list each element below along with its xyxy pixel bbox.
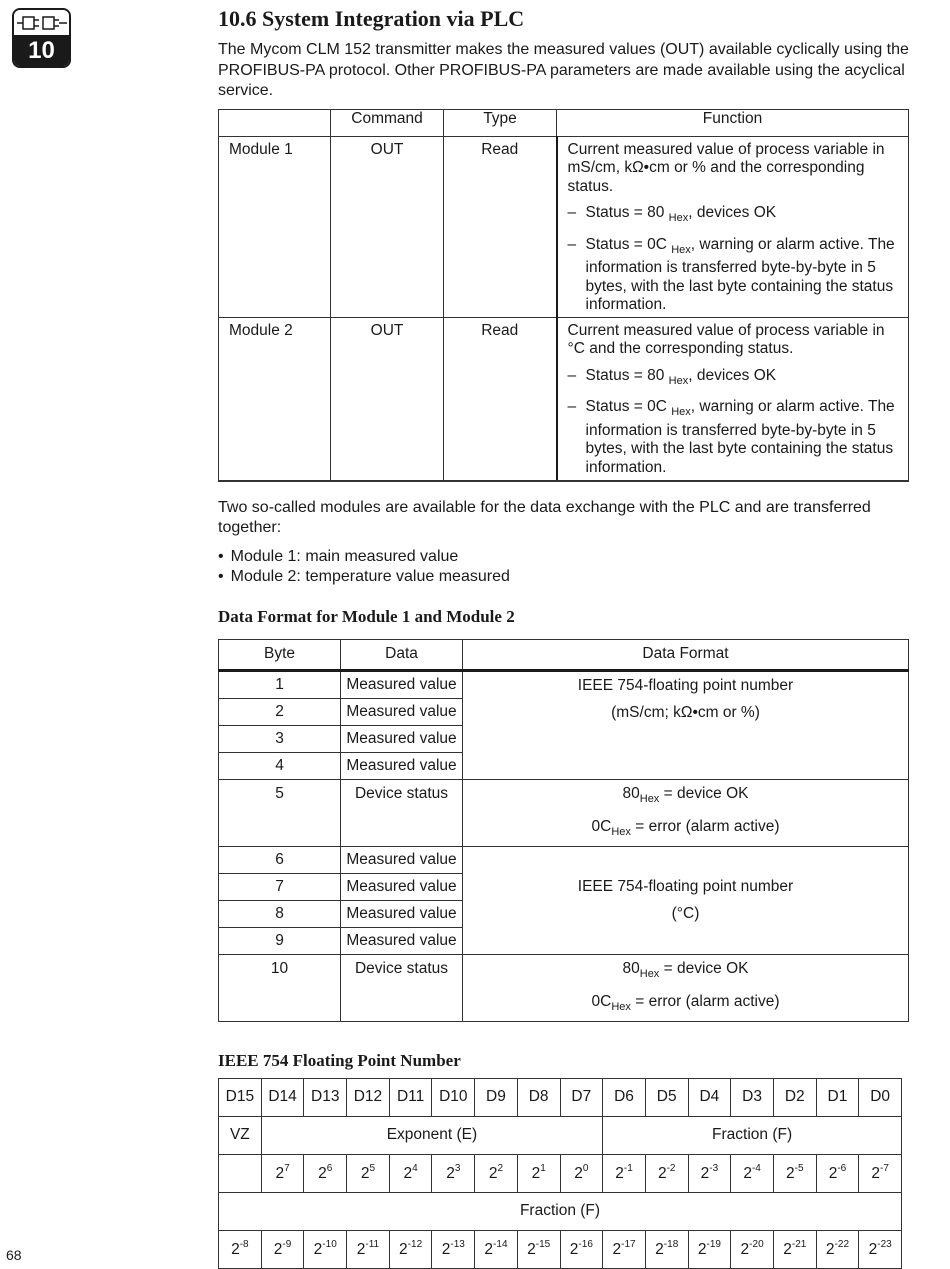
power-of-two-cell: $2^{-6}$ bbox=[816, 1154, 859, 1192]
power-of-two-cell: $2^{-5}$ bbox=[773, 1154, 816, 1192]
format-cell: IEEE 754-floating point number (°C) bbox=[463, 846, 909, 954]
power-of-two-cell: $2^{-9}$ bbox=[261, 1230, 304, 1268]
column-header: Function bbox=[557, 109, 909, 136]
byte-cell: 10 bbox=[219, 954, 341, 1021]
column-header: Data Format bbox=[463, 639, 909, 670]
bit-label: D1 bbox=[816, 1078, 859, 1116]
power-of-two-cell: $2^{-1}$ bbox=[603, 1154, 646, 1192]
data-cell: Measured value bbox=[341, 900, 463, 927]
format-cell: IEEE 754-floating point number (mS/cm; kΩ•cm or %) bbox=[463, 670, 909, 779]
power-of-two-cell: $2^5$ bbox=[347, 1154, 390, 1192]
bit-label: D3 bbox=[731, 1078, 774, 1116]
power-of-two-cell: $2^7$ bbox=[261, 1154, 304, 1192]
power-of-two-cell: $2^{-20}$ bbox=[731, 1230, 774, 1268]
power-of-two-cell: $2^1$ bbox=[517, 1154, 560, 1192]
bit-label: D15 bbox=[219, 1078, 262, 1116]
status-ok-item: – Status = 80 $_{Hex}$, devices OK bbox=[567, 204, 777, 225]
type-cell: Read bbox=[444, 136, 557, 317]
byte-cell: 6 bbox=[219, 846, 341, 873]
bit-label: D14 bbox=[261, 1078, 304, 1116]
data-cell: Measured value bbox=[341, 927, 463, 954]
plug-connector-icon bbox=[14, 10, 69, 35]
page-content bbox=[218, 0, 910, 1269]
table-row bbox=[219, 670, 909, 698]
function-cell bbox=[557, 317, 909, 481]
power-of-two-cell: $2^3$ bbox=[432, 1154, 475, 1192]
data-cell: Measured value bbox=[341, 846, 463, 873]
status-error-item: – Status = 0C $_{Hex}$, warning or alarm active. The information is transferred byte-by-byte in 5 bytes, with the last byte containing the status information. bbox=[567, 235, 895, 314]
power-of-two-cell: $2^{-21}$ bbox=[773, 1230, 816, 1268]
column-header: Command bbox=[331, 109, 444, 136]
bit-label: D7 bbox=[560, 1078, 603, 1116]
power-of-two-cell: $2^{-2}$ bbox=[645, 1154, 688, 1192]
function-intro: Current measured value of process variable in mS/cm, kΩ•cm or % and the corresponding status. bbox=[567, 140, 885, 195]
function-intro: Current measured value of process variable in °C and the corresponding status. bbox=[567, 321, 885, 357]
power-of-two-cell: $2^6$ bbox=[304, 1154, 347, 1192]
empty-cell bbox=[219, 1154, 262, 1192]
ieee-title: IEEE 754 Floating Point Number bbox=[218, 1050, 461, 1070]
format-cell: $80_{Hex}$ = device OK $0C_{Hex}$ = error (alarm active) bbox=[463, 779, 909, 846]
list-item: • Module 1: main measured value bbox=[218, 547, 910, 567]
modules-paragraph: Two so-called modules are available for the data exchange with the PLC and are transferred together: bbox=[218, 498, 871, 536]
bit-label: D8 bbox=[517, 1078, 560, 1116]
format-cell: $80_{Hex}$ = device OK $0C_{Hex}$ = error (alarm active) bbox=[463, 954, 909, 1021]
power-of-two-cell: $2^{-13}$ bbox=[432, 1230, 475, 1268]
data-cell: Measured value bbox=[341, 873, 463, 900]
table-row bbox=[219, 779, 909, 846]
bit-label: D10 bbox=[432, 1078, 475, 1116]
data-cell: Device status bbox=[341, 779, 463, 846]
power-of-two-cell: $2^{-22}$ bbox=[816, 1230, 859, 1268]
power-of-two-cell: $2^{-8}$ bbox=[219, 1230, 262, 1268]
bit-label: D0 bbox=[859, 1078, 902, 1116]
module-cell: Module 2 bbox=[219, 317, 331, 481]
power-of-two-cell: $2^{-7}$ bbox=[859, 1154, 902, 1192]
power-of-two-cell: $2^{-16}$ bbox=[560, 1230, 603, 1268]
power-of-two-cell: $2^{-23}$ bbox=[859, 1230, 902, 1268]
bit-label: D13 bbox=[304, 1078, 347, 1116]
bit-label: D11 bbox=[389, 1078, 432, 1116]
column-header bbox=[219, 109, 331, 136]
byte-cell: 9 bbox=[219, 927, 341, 954]
data-cell: Device status bbox=[341, 954, 463, 1021]
command-cell: OUT bbox=[331, 317, 444, 481]
data-format-title: Data Format for Module 1 and Module 2 bbox=[218, 606, 515, 626]
power-of-two-cell: $2^{-14}$ bbox=[475, 1230, 518, 1268]
byte-cell: 5 bbox=[219, 779, 341, 846]
table-row bbox=[219, 846, 909, 873]
bit-label: D2 bbox=[773, 1078, 816, 1116]
column-header: Byte bbox=[219, 639, 341, 670]
byte-cell: 7 bbox=[219, 873, 341, 900]
command-cell: OUT bbox=[331, 136, 444, 317]
fraction-label: Fraction (F) bbox=[603, 1116, 902, 1154]
function-cell bbox=[557, 136, 909, 317]
table-row bbox=[219, 136, 909, 317]
power-of-two-cell: $2^{-18}$ bbox=[645, 1230, 688, 1268]
data-format-table bbox=[218, 639, 909, 1022]
status-error-item: – Status = 0C $_{Hex}$, warning or alarm active. The information is transferred byte-by-byte in 5 bytes, with the last byte containing the status information. bbox=[567, 398, 895, 476]
data-cell: Measured value bbox=[341, 752, 463, 779]
exponent-label: Exponent (E) bbox=[261, 1116, 603, 1154]
table-header-row bbox=[219, 639, 909, 670]
field-labels-row bbox=[219, 1116, 902, 1154]
power-of-two-cell: $2^{-17}$ bbox=[603, 1230, 646, 1268]
status-ok-item: – Status = 80 $_{Hex}$, devices OK bbox=[567, 366, 777, 387]
table-row bbox=[219, 954, 909, 1021]
power-of-two-cell: $2^4$ bbox=[389, 1154, 432, 1192]
power-of-two-cell: $2^{-10}$ bbox=[304, 1230, 347, 1268]
fraction-label: Fraction (F) bbox=[219, 1192, 902, 1230]
modules-list bbox=[218, 547, 910, 587]
power-of-two-cell: $2^{-15}$ bbox=[517, 1230, 560, 1268]
commands-table bbox=[218, 109, 909, 482]
data-cell: Measured value bbox=[341, 725, 463, 752]
bit-label: D5 bbox=[645, 1078, 688, 1116]
chapter-number: 10 bbox=[14, 35, 69, 66]
section-title: 10.6 System Integration via PLC bbox=[218, 6, 525, 31]
byte-cell: 1 bbox=[219, 670, 341, 698]
ieee-table bbox=[218, 1078, 902, 1269]
power-of-two-cell: $2^{-11}$ bbox=[347, 1230, 390, 1268]
module-cell: Module 1 bbox=[219, 136, 331, 317]
page-number: 68 bbox=[6, 1247, 22, 1263]
bit-label: D4 bbox=[688, 1078, 731, 1116]
sign-cell: VZ bbox=[219, 1116, 262, 1154]
list-item: • Module 2: temperature value measured bbox=[218, 567, 910, 587]
data-cell: Measured value bbox=[341, 698, 463, 725]
weights-row bbox=[219, 1230, 902, 1268]
byte-cell: 8 bbox=[219, 900, 341, 927]
byte-cell: 2 bbox=[219, 698, 341, 725]
intro-paragraph: The Mycom CLM 152 transmitter makes the measured values (OUT) available cyclically using the PROFIBUS-PA protocol. Other PROFIBUS-PA parameters are made available using the acyclical service. bbox=[218, 41, 909, 99]
table-header-row bbox=[219, 109, 909, 136]
bit-label: D12 bbox=[347, 1078, 390, 1116]
weights-row bbox=[219, 1154, 902, 1192]
power-of-two-cell: $2^{-12}$ bbox=[389, 1230, 432, 1268]
power-of-two-cell: $2^0$ bbox=[560, 1154, 603, 1192]
column-header: Type bbox=[444, 109, 557, 136]
column-header: Data bbox=[341, 639, 463, 670]
power-of-two-cell: $2^{-3}$ bbox=[688, 1154, 731, 1192]
power-of-two-cell: $2^{-19}$ bbox=[688, 1230, 731, 1268]
bit-label: D9 bbox=[475, 1078, 518, 1116]
power-of-two-cell: $2^2$ bbox=[475, 1154, 518, 1192]
type-cell: Read bbox=[444, 317, 557, 481]
data-cell: Measured value bbox=[341, 670, 463, 698]
chapter-badge bbox=[12, 8, 71, 68]
bit-labels-row bbox=[219, 1078, 902, 1116]
bit-label: D6 bbox=[603, 1078, 646, 1116]
power-of-two-cell: $2^{-4}$ bbox=[731, 1154, 774, 1192]
byte-cell: 4 bbox=[219, 752, 341, 779]
table-row bbox=[219, 317, 909, 481]
byte-cell: 3 bbox=[219, 725, 341, 752]
fraction-row bbox=[219, 1192, 902, 1230]
